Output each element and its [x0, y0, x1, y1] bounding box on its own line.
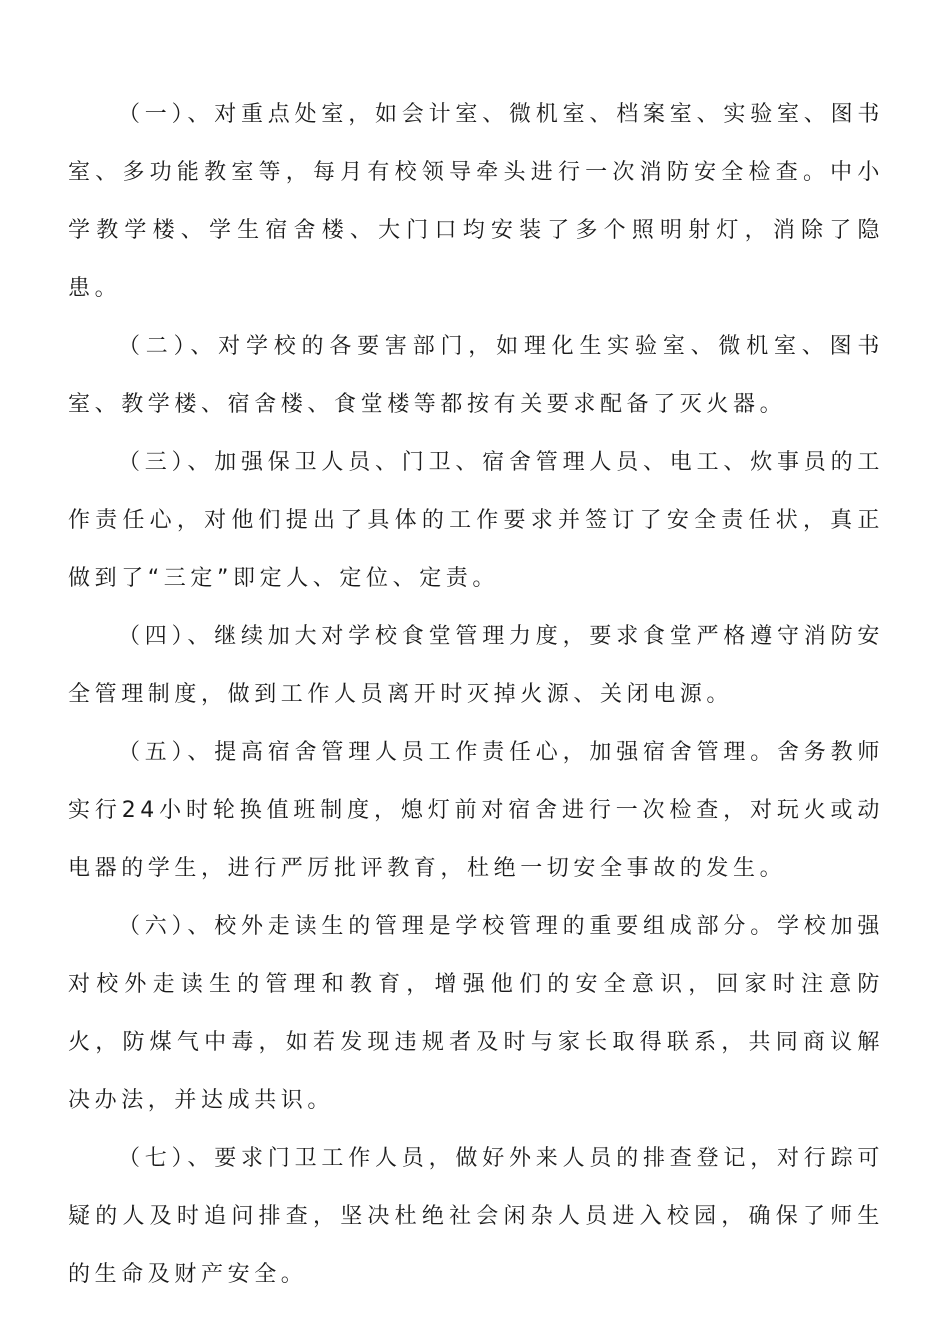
paragraph-5: （五）、提高宿舍管理人员工作责任心，加强宿舍管理。舍务教师实行24小时轮换值班制度，熄灯前对宿舍进行一次检查，对玩火或动电器的学生，进行严厉批评教育，杜绝一切安全事故的发生。 — [68, 740, 884, 881]
paragraph-3: （三）、加强保卫人员、门卫、宿舍管理人员、电工、炊事员的工作责任心，对他们提出了具体的工作要求并签订了安全责任状，真正做到了“三定”即定人、定位、定责。 — [68, 450, 884, 591]
paragraph-6: （六）、校外走读生的管理是学校管理的重要组成部分。学校加强对校外走读生的管理和教育，增强他们的安全意识，回家时注意防火，防煤气中毒，如若发现违规者及时与家长取得联系，共同商议解决办法，并达成共识。 — [68, 914, 884, 1113]
paragraph-7: （七）、要求门卫工作人员，做好外来人员的排查登记，对行踪可疑的人及时追问排查，坚决杜绝社会闲杂人员进入校园，确保了师生的生命及财产安全。 — [68, 1146, 884, 1287]
document-body — [68, 86, 884, 1304]
paragraph-1: （一）、对重点处室，如会计室、微机室、档案室、实验室、图书室、多功能教室等，每月有校领导牵头进行一次消防安全检查。中小学教学楼、学生宿舍楼、大门口均安装了多个照明射灯，消除了隐患。 — [68, 102, 884, 301]
paragraph-4: （四）、继续加大对学校食堂管理力度，要求食堂严格遵守消防安全管理制度，做到工作人员离开时灭掉火源、关闭电源。 — [68, 624, 884, 707]
paragraph-2: （二）、对学校的各要害部门，如理化生实验室、微机室、图书室、教学楼、宿舍楼、食堂楼等都按有关要求配备了灭火器。 — [68, 334, 884, 417]
